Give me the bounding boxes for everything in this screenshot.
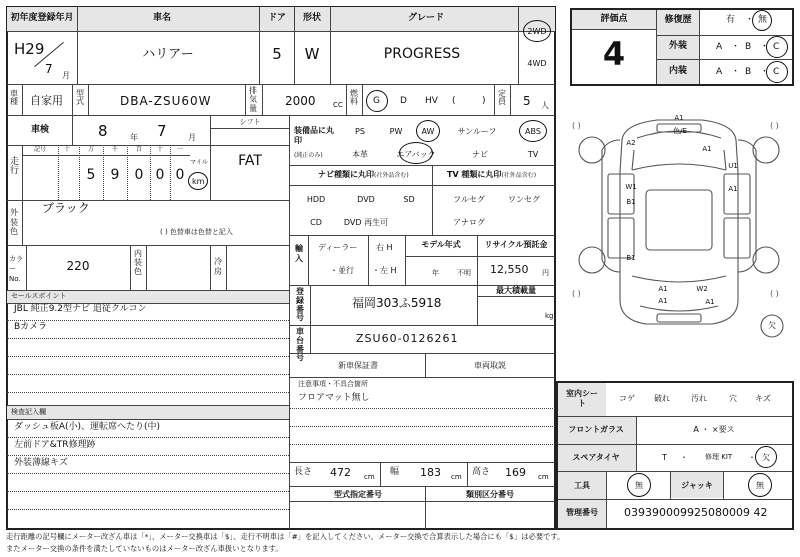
chassis-value: ZSU60-0126261 <box>356 332 459 345</box>
fuel-label: 燃料 <box>350 89 358 106</box>
footer-line-2: またメーター交換の条件を満たしていないものはメーター改ざん車扱いとなります。 <box>6 544 283 553</box>
interior-header: 内装 <box>668 66 688 76</box>
seat-hole: 穴 <box>729 394 737 403</box>
mark-a1-front: A1 <box>674 114 684 122</box>
month-unit: 月 <box>62 71 70 80</box>
bracket-fl-top: ( ) <box>572 121 581 130</box>
use-value: 自家用 <box>30 94 63 107</box>
width-label: 幅 <box>390 467 400 477</box>
import-right-h: 右 H <box>376 243 393 252</box>
spare-t: T <box>662 453 667 462</box>
mark-a1-rear-right: A1 <box>705 298 715 306</box>
tv-analog: アナログ <box>453 218 485 227</box>
capacity-label: 定員 <box>498 89 506 106</box>
interior-c: C <box>773 67 780 77</box>
sales-point-line-2: Bカメラ <box>14 322 48 332</box>
car-name: ハリアー <box>142 47 194 62</box>
footer-line-1: 走行距離の記号欄にメーター改ざん車は「*」、メーター交換車は「$」、走行不明車は「#」を記入してください。メーター交換で合算表示した場合にも「$」は必要です。 <box>6 532 565 541</box>
tools-label: 工具 <box>574 481 590 490</box>
windshield-label: フロントガラス <box>568 425 624 434</box>
management-value: 039390009925080009 42 <box>624 506 768 519</box>
inspection-notes-header: 検査記入欄 <box>11 408 46 416</box>
bracket-fl-bot: ( ) <box>572 289 581 298</box>
navi-cd: CD <box>310 218 322 227</box>
management-label: 管理番号 <box>566 508 598 517</box>
navi-dvd: DVD <box>357 195 375 204</box>
mileage-unit-10k: 万 <box>87 146 95 153</box>
fuel-hv: HV <box>425 96 438 106</box>
exterior-b: B <box>745 42 752 52</box>
ac-label: 冷房 <box>214 257 222 276</box>
mileage-unit-sign: 記号 <box>33 146 47 153</box>
mark-color-e: 色/E <box>673 127 687 135</box>
mark-b1-front: B1 <box>626 198 636 206</box>
seat-scratch: キズ <box>755 394 771 403</box>
drive-4wd: 4WD <box>527 59 547 68</box>
inspection-label: 車検 <box>30 125 50 135</box>
shape-header: 形状 <box>302 13 322 23</box>
shift-value: FAT <box>238 153 262 169</box>
height-label: 高さ <box>472 467 491 477</box>
spare-label: スペアタイヤ <box>572 453 620 462</box>
mileage-label: 走行 <box>10 157 20 176</box>
mark-u1-right: U1 <box>728 162 738 170</box>
mileage-unit-10: 十 <box>156 146 164 153</box>
interior-seat-label: 室内シート <box>566 389 598 409</box>
import-left-h: ・左 H <box>372 266 397 275</box>
color-no-label: カラーNo. <box>9 255 23 283</box>
repair-header: 修復歴 <box>664 15 692 25</box>
exterior-dot2: ・ <box>760 42 770 52</box>
interior-b: B <box>745 67 752 77</box>
tools-value: 無 <box>635 481 643 490</box>
exterior-c-circle <box>766 36 788 58</box>
equip-abs-circle <box>519 120 547 142</box>
equip-aw: AW <box>421 127 435 136</box>
km-circle <box>188 172 208 190</box>
inspection-note-line-1: ダッシュ板A(小)、運転席へたり(中) <box>14 422 161 432</box>
inspection-note-line-3: 外装薄線キズ <box>14 458 68 468</box>
capacity-value: 5 <box>523 94 531 108</box>
mark-w1: W1 <box>625 183 637 191</box>
interior-a: A <box>716 67 723 77</box>
exterior-header: 外装 <box>668 41 688 51</box>
interior-c-circle <box>766 61 788 83</box>
color-value: ブラック <box>42 201 90 215</box>
displacement-value: 2000 <box>285 94 316 108</box>
bracket-fr-top: ( ) <box>770 121 779 130</box>
equipment-label: 装備品に丸印 <box>294 126 334 146</box>
mileage-unit-100: 百 <box>135 146 143 153</box>
repair-dot: ・ <box>745 15 755 25</box>
mile-label: マイル <box>190 159 208 166</box>
sales-point-line-1: JBL 純正9.2型ナビ 追従クルコン <box>14 304 147 314</box>
grade: PROGRESS <box>383 46 461 62</box>
tv-fullseg: フルセグ <box>453 195 485 204</box>
mark-a2-left: A2 <box>626 139 636 147</box>
equip-tv: TV <box>527 150 539 159</box>
tools-value-circle <box>627 473 651 497</box>
fuel-g-circle <box>366 90 388 112</box>
spare-missing: 欠 <box>762 453 770 462</box>
inspection-month-unit: 月 <box>188 133 196 142</box>
model-year-unit: 年 <box>432 269 439 277</box>
equip-abs: ABS <box>525 127 541 136</box>
class-number-label: 類別区分番号 <box>466 490 514 499</box>
repair-yes: 有 <box>726 15 736 25</box>
model-value: DBA-ZSU60W <box>120 94 212 108</box>
mileage-unit-10k0: 十 <box>63 146 71 153</box>
mileage-digit-4: 0 <box>155 167 165 183</box>
mark-spare-missing: 欠 <box>768 321 776 330</box>
displacement-unit: CC <box>333 101 343 109</box>
model-year-value: 不明 <box>457 269 471 277</box>
mark-a1-hood: A1 <box>702 145 712 153</box>
chassis-label: 車台番号 <box>296 327 304 363</box>
inspection-month: 7 <box>157 122 167 140</box>
spare-dot2: ・ <box>748 453 756 462</box>
name-header: 車名 <box>152 13 172 23</box>
max-load-label: 最大積載量 <box>496 286 536 295</box>
mileage-digit-5: 0 <box>175 167 185 183</box>
mileage-digit-2: 9 <box>110 167 120 183</box>
fuel-paren-close: ) <box>482 96 486 106</box>
height-value: 169 <box>505 466 526 479</box>
model-label: 型式 <box>76 89 84 106</box>
exterior-a: A <box>716 42 723 52</box>
notes-value: フロアマット無し <box>298 393 370 403</box>
fuel-d: D <box>400 96 407 106</box>
equip-airbag: エアバック <box>396 150 436 159</box>
tv-oneseg: ワンセグ <box>508 195 540 204</box>
repair-no-circle <box>752 10 772 31</box>
year-month: 7 <box>45 62 53 76</box>
color-no-value: 220 <box>66 259 90 273</box>
mark-b1-rear: B1 <box>626 254 636 262</box>
inspection-note-line-2: 左前ドア&TR修理跡 <box>14 440 96 450</box>
interior-dot2: ・ <box>760 67 770 77</box>
km-label: km <box>192 177 205 186</box>
jack-value-circle <box>748 473 772 497</box>
inspection-notes-header-bg <box>7 406 289 419</box>
length-unit: cm <box>364 473 375 481</box>
drive-2wd-circle <box>523 20 551 42</box>
exterior-c: C <box>773 42 780 52</box>
length-value: 472 <box>330 466 351 479</box>
spare-missing-circle <box>755 446 777 468</box>
import-label: 輸入 <box>295 244 303 263</box>
year-header: 初年度登録年月 <box>10 13 74 23</box>
car-diagram <box>562 110 796 340</box>
mileage-digit-3: 0 <box>134 167 144 183</box>
navi-dvd-play: DVD 再生可 <box>343 218 389 227</box>
warranty-label: 新車保証書 <box>338 361 378 370</box>
repair-no: 無 <box>758 15 768 25</box>
notes-header: 注意事項・不具合箇所 <box>298 380 368 388</box>
height-unit: cm <box>538 473 549 481</box>
reg-label: 登録番号 <box>296 287 304 323</box>
equip-navi: ナビ <box>472 150 488 159</box>
jack-label: ジャッキ <box>681 481 713 490</box>
jack-value: 無 <box>756 481 764 490</box>
recycle-value: 12,550 <box>490 263 529 276</box>
equip-ps: PS <box>355 127 365 136</box>
inspection-year-unit: 年 <box>130 133 138 142</box>
doors: 5 <box>272 45 282 63</box>
max-load-unit: kg <box>545 312 554 320</box>
recycle-label: リサイクル預託金 <box>484 240 548 249</box>
equipment-label-note: (純正のみ) <box>294 152 323 159</box>
spare-kit: 修理 KIT <box>705 453 733 461</box>
drive-2wd: 2WD <box>527 27 547 36</box>
windshield-value: A ・ ×要ス <box>693 425 735 434</box>
seat-burn: コゲ <box>619 394 635 403</box>
year-era: H29 <box>14 40 45 58</box>
shift-label: シフト <box>239 118 261 126</box>
grade-header: グレード <box>407 13 445 23</box>
equip-airbag-circle <box>399 142 433 164</box>
interior-dot1: ・ <box>731 67 741 77</box>
equip-aw-circle <box>416 120 440 142</box>
model-year-label: モデル年式 <box>421 240 461 249</box>
color-label: 外装色 <box>10 208 18 237</box>
exterior-dot1: ・ <box>731 42 741 52</box>
width-unit: cm <box>451 473 462 481</box>
bracket-fr-bot: ( ) <box>770 289 779 298</box>
import-dealer: ディーラー <box>318 243 358 252</box>
inspection-year: 8 <box>98 122 108 140</box>
reg-value: 福岡303ふ5918 <box>352 296 442 310</box>
shape: W <box>304 45 320 63</box>
tv-header: TV 種類に丸印(社外品含む) <box>447 170 537 179</box>
recycle-unit: 円 <box>542 269 549 277</box>
sales-points-header: セールスポイント <box>11 292 67 300</box>
type-number-label: 型式指定番号 <box>334 490 382 499</box>
score-value: 4 <box>602 35 626 73</box>
capacity-unit: 人 <box>541 101 549 110</box>
navi-hdd: HDD <box>306 195 326 204</box>
spare-dot1: ・ <box>680 453 688 462</box>
mileage-digit-1: 5 <box>86 167 96 183</box>
equip-sunroof: サンルーフ <box>457 127 497 136</box>
interior-color-label: 内装色 <box>134 249 142 276</box>
mileage-unit-1k: 千 <box>111 146 119 153</box>
equip-pw: PW <box>389 127 403 136</box>
mark-a1-rear: A1 <box>658 285 668 293</box>
mark-a1-bumper: A1 <box>658 297 668 305</box>
door-header: ドア <box>268 13 286 23</box>
width-value: 183 <box>420 466 441 479</box>
mark-w2: W2 <box>696 285 708 293</box>
score-header: 評価点 <box>600 14 628 24</box>
navi-sd: SD <box>403 195 415 204</box>
fuel-paren-open: ( <box>452 96 456 106</box>
mark-a1-right: A1 <box>728 185 738 193</box>
fuel-g: G <box>373 96 380 106</box>
length-label: 長さ <box>294 467 313 477</box>
seat-tear: 破れ <box>654 394 670 403</box>
manual-label: 車両取説 <box>474 361 506 370</box>
navi-header: ナビ種類に丸印(社外品含む) <box>318 170 409 179</box>
mileage-unit-1: 一 <box>176 146 184 153</box>
color-repaint-note: ( ) 色替車は色替と記入 <box>160 228 233 236</box>
displacement-label: 排気量 <box>249 86 257 113</box>
seat-stain: 汚れ <box>691 394 707 403</box>
import-parallel: ・並行 <box>330 266 354 275</box>
equip-leather: 本革 <box>352 150 368 159</box>
use-label: 車種 <box>10 89 18 106</box>
